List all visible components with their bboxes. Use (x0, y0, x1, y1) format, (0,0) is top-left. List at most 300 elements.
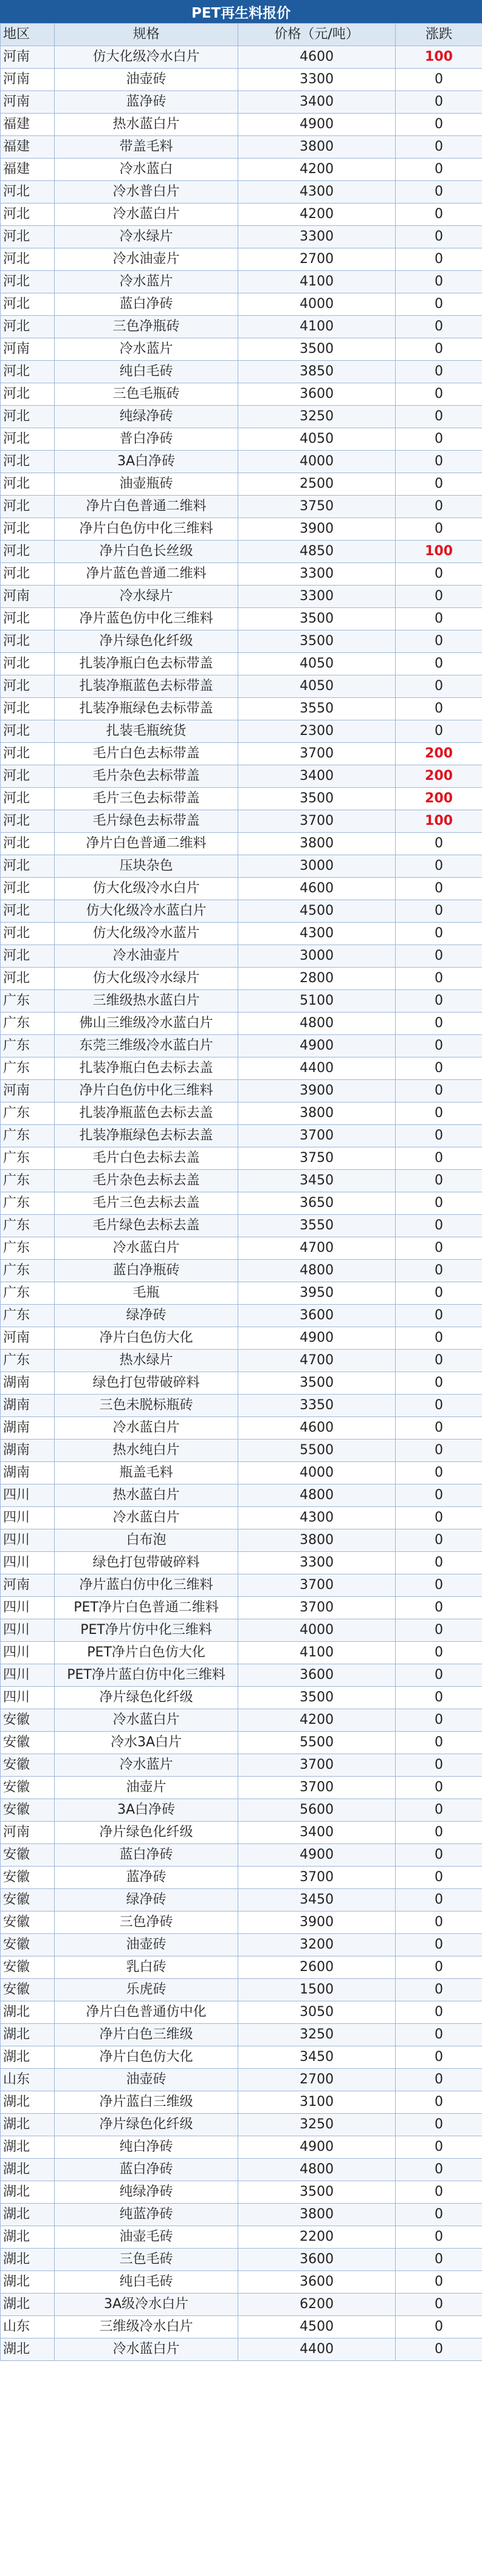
region-cell: 河北 (1, 293, 55, 316)
change-cell: 100 (396, 46, 482, 69)
change-cell: 0 (396, 1372, 482, 1395)
table-row (1, 1080, 482, 1102)
table-row (1, 1484, 482, 1507)
region-cell: 河南 (1, 586, 55, 608)
table-row (1, 1934, 482, 1956)
price-cell: 3900 (238, 518, 396, 541)
spec-cell: 仿大化级冷水绿片 (55, 968, 238, 990)
table-row (1, 2159, 482, 2181)
region-cell: 安徽 (1, 1732, 55, 1754)
column-header-region: 地区 (1, 24, 55, 46)
price-cell: 3000 (238, 945, 396, 968)
price-cell: 3700 (238, 810, 396, 833)
table-row (1, 91, 482, 114)
price-cell: 3600 (238, 1305, 396, 1327)
spec-cell: PET净片蓝白仿中化三维料 (55, 1664, 238, 1687)
table-row (1, 1035, 482, 1057)
change-cell: 0 (396, 1642, 482, 1664)
price-cell: 4000 (238, 451, 396, 473)
table-row (1, 2181, 482, 2204)
table-row (1, 69, 482, 91)
region-cell: 湖北 (1, 2226, 55, 2249)
price-cell: 2200 (238, 2226, 396, 2249)
spec-cell: 扎装毛瓶统货 (55, 720, 238, 743)
price-cell: 5100 (238, 990, 396, 1013)
region-cell: 河北 (1, 788, 55, 810)
price-cell: 4050 (238, 428, 396, 451)
table-row (1, 136, 482, 159)
change-cell: 0 (396, 361, 482, 383)
region-cell: 河北 (1, 900, 55, 923)
table-row (1, 743, 482, 765)
region-cell: 山东 (1, 2069, 55, 2091)
change-cell: 0 (396, 451, 482, 473)
spec-cell: 扎装净瓶白色去标去盖 (55, 1057, 238, 1080)
spec-cell: 普白净砖 (55, 428, 238, 451)
price-cell: 3800 (238, 1529, 396, 1552)
price-cell: 4050 (238, 675, 396, 698)
table-row (1, 1462, 482, 1484)
region-cell: 湖北 (1, 2046, 55, 2069)
spec-cell: 扎装净瓶白色去标带盖 (55, 653, 238, 675)
change-cell: 0 (396, 2114, 482, 2136)
change-cell: 0 (396, 159, 482, 181)
price-cell: 3200 (238, 1934, 396, 1956)
price-cell: 3500 (238, 1687, 396, 1709)
change-cell: 0 (396, 698, 482, 720)
spec-cell: 净片蓝白仿中化三维料 (55, 1574, 238, 1597)
table-row (1, 1507, 482, 1529)
region-cell: 广东 (1, 1305, 55, 1327)
region-cell: 广东 (1, 1192, 55, 1215)
region-cell: 四川 (1, 1664, 55, 1687)
region-cell: 四川 (1, 1619, 55, 1642)
change-cell: 200 (396, 743, 482, 765)
region-cell: 四川 (1, 1484, 55, 1507)
region-cell: 湖北 (1, 2271, 55, 2294)
price-cell: 4600 (238, 1417, 396, 1440)
region-cell: 福建 (1, 136, 55, 159)
table-row (1, 1440, 482, 1462)
spec-cell: PET净片白色仿大化 (55, 1642, 238, 1664)
change-cell: 0 (396, 1305, 482, 1327)
table-row (1, 1979, 482, 2001)
price-cell: 3550 (238, 1215, 396, 1237)
spec-cell: 冷水蓝白 (55, 159, 238, 181)
region-cell: 河南 (1, 338, 55, 361)
table-row (1, 496, 482, 518)
table-row (1, 653, 482, 675)
region-cell: 安徽 (1, 1979, 55, 2001)
spec-cell: 净片绿色化纤级 (55, 1687, 238, 1709)
spec-cell: 冷水3A白片 (55, 1732, 238, 1754)
region-cell: 安徽 (1, 1889, 55, 1912)
spec-cell: 蓝白净瓶砖 (55, 1260, 238, 1282)
change-cell: 0 (396, 1035, 482, 1057)
change-cell: 100 (396, 541, 482, 563)
region-cell: 河北 (1, 833, 55, 855)
region-cell: 广东 (1, 1057, 55, 1080)
table-row (1, 1125, 482, 1147)
change-cell: 0 (396, 2316, 482, 2339)
change-cell: 0 (396, 2339, 482, 2361)
table-row (1, 1844, 482, 1867)
region-cell: 湖北 (1, 2159, 55, 2181)
region-cell: 河北 (1, 181, 55, 203)
spec-cell: 冷水蓝白片 (55, 1709, 238, 1732)
spec-cell: 毛片白色去标去盖 (55, 1147, 238, 1170)
spec-cell: 蓝白净砖 (55, 2159, 238, 2181)
region-cell: 湖南 (1, 1395, 55, 1417)
region-cell: 安徽 (1, 1934, 55, 1956)
table-row (1, 923, 482, 945)
price-cell: 3800 (238, 1102, 396, 1125)
spec-cell: 毛片杂色去标带盖 (55, 765, 238, 788)
table-row (1, 788, 482, 810)
price-cell: 6200 (238, 2294, 396, 2316)
region-cell: 广东 (1, 1282, 55, 1305)
price-cell: 5600 (238, 1799, 396, 1822)
table-row (1, 765, 482, 788)
spec-cell: 净片白色三维级 (55, 2024, 238, 2046)
table-row (1, 271, 482, 293)
table-row (1, 945, 482, 968)
region-cell: 河北 (1, 923, 55, 945)
spec-cell: 乳白砖 (55, 1956, 238, 1979)
change-cell: 0 (396, 2091, 482, 2114)
change-cell: 0 (396, 2271, 482, 2294)
spec-cell: 冷水蓝片 (55, 338, 238, 361)
table-row (1, 2249, 482, 2271)
spec-cell: 毛片白色去标带盖 (55, 743, 238, 765)
spec-cell: 毛片绿色去标带盖 (55, 810, 238, 833)
region-cell: 河北 (1, 968, 55, 990)
price-cell: 4800 (238, 1260, 396, 1282)
price-cell: 3900 (238, 1912, 396, 1934)
table-row (1, 2046, 482, 2069)
price-cell: 4300 (238, 1507, 396, 1529)
price-cell: 4100 (238, 271, 396, 293)
region-cell: 河北 (1, 855, 55, 878)
price-cell: 3000 (238, 855, 396, 878)
change-cell: 0 (396, 1956, 482, 1979)
spec-cell: 扎装净瓶绿色去标去盖 (55, 1125, 238, 1147)
region-cell: 河北 (1, 271, 55, 293)
change-cell: 0 (396, 608, 482, 630)
price-cell: 3250 (238, 406, 396, 428)
region-cell: 河北 (1, 203, 55, 226)
spec-cell: 净片绿色化纤级 (55, 2114, 238, 2136)
change-cell: 0 (396, 1440, 482, 1462)
change-cell: 0 (396, 1912, 482, 1934)
spec-cell: 3A级冷水白片 (55, 2294, 238, 2316)
price-cell: 4000 (238, 293, 396, 316)
price-cell: 3300 (238, 226, 396, 248)
spec-cell: 蓝白净砖 (55, 293, 238, 316)
region-cell: 四川 (1, 1529, 55, 1552)
spec-cell: 毛片三色去标去盖 (55, 1192, 238, 1215)
price-cell: 3450 (238, 1170, 396, 1192)
price-cell: 3600 (238, 2249, 396, 2271)
price-cell: 4900 (238, 1327, 396, 1350)
change-cell: 0 (396, 2001, 482, 2024)
spec-cell: 白布泡 (55, 1529, 238, 1552)
price-cell: 3300 (238, 586, 396, 608)
spec-cell: 冷水普白片 (55, 181, 238, 203)
region-cell: 四川 (1, 1507, 55, 1529)
price-cell: 3700 (238, 1125, 396, 1147)
price-cell: 4200 (238, 1709, 396, 1732)
price-cell: 3700 (238, 743, 396, 765)
spec-cell: 三色未脱标瓶砖 (55, 1395, 238, 1417)
region-cell: 湖北 (1, 2114, 55, 2136)
price-cell: 3800 (238, 136, 396, 159)
price-cell: 2300 (238, 720, 396, 743)
column-header-change: 涨跌 (396, 24, 482, 46)
region-cell: 河北 (1, 383, 55, 406)
change-cell: 0 (396, 2069, 482, 2091)
region-cell: 湖南 (1, 1440, 55, 1462)
spec-cell: 瓶盖毛料 (55, 1462, 238, 1484)
table-row (1, 720, 482, 743)
change-cell: 0 (396, 1619, 482, 1642)
price-cell: 2700 (238, 2069, 396, 2091)
table-row (1, 1013, 482, 1035)
spec-cell: 仿大化级冷水白片 (55, 46, 238, 69)
spec-cell: 热水绿片 (55, 1350, 238, 1372)
change-cell: 0 (396, 2136, 482, 2159)
spec-cell: 绿色打包带破碎料 (55, 1372, 238, 1395)
table-row (1, 2069, 482, 2091)
change-cell: 0 (396, 675, 482, 698)
table-row (1, 1147, 482, 1170)
change-cell: 0 (396, 900, 482, 923)
region-cell: 河北 (1, 878, 55, 900)
region-cell: 安徽 (1, 1912, 55, 1934)
change-cell: 0 (396, 1484, 482, 1507)
spec-cell: PET净片白色普通二维料 (55, 1597, 238, 1619)
price-cell: 4700 (238, 1237, 396, 1260)
change-cell: 0 (396, 2181, 482, 2204)
price-cell: 3850 (238, 361, 396, 383)
spec-cell: 净片白色仿大化 (55, 1327, 238, 1350)
region-cell: 河北 (1, 720, 55, 743)
table-row (1, 518, 482, 541)
spec-cell: 净片绿色化纤级 (55, 1822, 238, 1844)
table-row (1, 1754, 482, 1777)
change-cell: 0 (396, 383, 482, 406)
price-cell: 3050 (238, 2001, 396, 2024)
spec-cell: 三色毛砖 (55, 2249, 238, 2271)
change-cell: 0 (396, 1080, 482, 1102)
region-cell: 河北 (1, 428, 55, 451)
change-cell: 0 (396, 2294, 482, 2316)
table-row (1, 1777, 482, 1799)
table-row (1, 855, 482, 878)
table-row (1, 563, 482, 586)
change-cell: 0 (396, 1417, 482, 1440)
change-cell: 0 (396, 1462, 482, 1484)
region-cell: 广东 (1, 1147, 55, 1170)
region-cell: 四川 (1, 1687, 55, 1709)
spec-cell: 冷水蓝白片 (55, 2339, 238, 2361)
price-cell: 3950 (238, 1282, 396, 1305)
table-row (1, 2001, 482, 2024)
spec-cell: 冷水绿片 (55, 226, 238, 248)
region-cell: 河北 (1, 361, 55, 383)
region-cell: 湖北 (1, 2091, 55, 2114)
change-cell: 0 (396, 990, 482, 1013)
price-cell: 3400 (238, 91, 396, 114)
spec-cell: 带盖毛料 (55, 136, 238, 159)
price-cell: 4900 (238, 2136, 396, 2159)
region-cell: 安徽 (1, 1956, 55, 1979)
change-cell: 0 (396, 226, 482, 248)
spec-cell: 冷水油壶片 (55, 945, 238, 968)
price-cell: 4400 (238, 2339, 396, 2361)
table-row (1, 293, 482, 316)
table-row (1, 2339, 482, 2361)
spec-cell: 热水蓝白片 (55, 1484, 238, 1507)
change-cell: 0 (396, 1799, 482, 1822)
price-cell: 4400 (238, 1057, 396, 1080)
change-cell: 0 (396, 653, 482, 675)
table-row (1, 1305, 482, 1327)
price-cell: 2700 (238, 248, 396, 271)
change-cell: 0 (396, 293, 482, 316)
change-cell: 0 (396, 316, 482, 338)
region-cell: 河北 (1, 518, 55, 541)
change-cell: 0 (396, 2024, 482, 2046)
page-title: PET再生料报价 (0, 0, 482, 23)
price-cell: 4500 (238, 900, 396, 923)
price-cell: 4050 (238, 653, 396, 675)
change-cell: 0 (396, 1822, 482, 1844)
table-row (1, 361, 482, 383)
change-cell: 0 (396, 1013, 482, 1035)
change-cell: 0 (396, 1844, 482, 1867)
price-cell: 3400 (238, 765, 396, 788)
table-row (1, 586, 482, 608)
region-cell: 河北 (1, 653, 55, 675)
table-row (1, 1597, 482, 1619)
region-cell: 广东 (1, 1237, 55, 1260)
price-cell: 3500 (238, 608, 396, 630)
table-row (1, 698, 482, 720)
price-cell: 4700 (238, 1350, 396, 1372)
region-cell: 安徽 (1, 1754, 55, 1777)
change-cell: 0 (396, 1574, 482, 1597)
price-cell: 3900 (238, 1080, 396, 1102)
change-cell: 0 (396, 1327, 482, 1350)
region-cell: 河南 (1, 1822, 55, 1844)
table-row (1, 2204, 482, 2226)
table-row (1, 46, 482, 69)
price-cell: 3500 (238, 2181, 396, 2204)
spec-cell: 净片蓝色仿中化三维料 (55, 608, 238, 630)
spec-cell: 蓝净砖 (55, 1867, 238, 1889)
price-cell: 4100 (238, 316, 396, 338)
region-cell: 安徽 (1, 1867, 55, 1889)
price-cell: 3600 (238, 1664, 396, 1687)
spec-cell: 冷水蓝片 (55, 1754, 238, 1777)
price-cell: 3600 (238, 383, 396, 406)
change-cell: 0 (396, 855, 482, 878)
price-cell: 3500 (238, 1372, 396, 1395)
spec-cell: 冷水蓝白片 (55, 1237, 238, 1260)
spec-cell: 三色净瓶砖 (55, 316, 238, 338)
change-cell: 0 (396, 1979, 482, 2001)
region-cell: 河北 (1, 675, 55, 698)
spec-cell: 东莞三维级冷水蓝白片 (55, 1035, 238, 1057)
spec-cell: 油壶砖 (55, 2069, 238, 2091)
region-cell: 河南 (1, 46, 55, 69)
spec-cell: 3A白净砖 (55, 1799, 238, 1822)
region-cell: 河北 (1, 406, 55, 428)
region-cell: 广东 (1, 1215, 55, 1237)
spec-cell: 扎装净瓶绿色去标带盖 (55, 698, 238, 720)
change-cell: 200 (396, 788, 482, 810)
table-row (1, 1327, 482, 1350)
price-cell: 3300 (238, 1552, 396, 1574)
region-cell: 广东 (1, 1035, 55, 1057)
table-row (1, 2294, 482, 2316)
table-row (1, 900, 482, 923)
price-cell: 2800 (238, 968, 396, 990)
table-row (1, 1057, 482, 1080)
spec-cell: 毛瓶 (55, 1282, 238, 1305)
region-cell: 广东 (1, 1170, 55, 1192)
spec-cell: 仿大化级冷水白片 (55, 878, 238, 900)
table-row (1, 1867, 482, 1889)
change-cell: 0 (396, 1867, 482, 1889)
table-row (1, 675, 482, 698)
region-cell: 湖南 (1, 1462, 55, 1484)
price-cell: 4800 (238, 2159, 396, 2181)
change-cell: 0 (396, 518, 482, 541)
price-cell: 4800 (238, 1484, 396, 1507)
spec-cell: 冷水绿片 (55, 586, 238, 608)
change-cell: 0 (396, 1777, 482, 1799)
region-cell: 河南 (1, 91, 55, 114)
spec-cell: 冷水蓝白片 (55, 1417, 238, 1440)
price-cell: 3500 (238, 788, 396, 810)
region-cell: 广东 (1, 990, 55, 1013)
price-cell: 4600 (238, 46, 396, 69)
change-cell: 0 (396, 878, 482, 900)
change-cell: 100 (396, 810, 482, 833)
table-row (1, 878, 482, 900)
table-row (1, 1619, 482, 1642)
spec-cell: 毛片三色去标带盖 (55, 788, 238, 810)
spec-cell: 油壶毛砖 (55, 2226, 238, 2249)
region-cell: 河北 (1, 248, 55, 271)
price-cell: 4200 (238, 159, 396, 181)
spec-cell: 油壶砖 (55, 69, 238, 91)
price-cell: 4900 (238, 1035, 396, 1057)
change-cell: 0 (396, 563, 482, 586)
table-row (1, 1350, 482, 1372)
price-cell: 4900 (238, 114, 396, 136)
spec-cell: 净片白色仿中化三维料 (55, 518, 238, 541)
price-cell: 2500 (238, 473, 396, 496)
spec-cell: 3A白净砖 (55, 451, 238, 473)
price-cell: 3500 (238, 630, 396, 653)
spec-cell: 净片蓝色普通二维料 (55, 563, 238, 586)
spec-cell: 净片白色普通仿中化 (55, 2001, 238, 2024)
change-cell: 0 (396, 1192, 482, 1215)
region-cell: 广东 (1, 1102, 55, 1125)
